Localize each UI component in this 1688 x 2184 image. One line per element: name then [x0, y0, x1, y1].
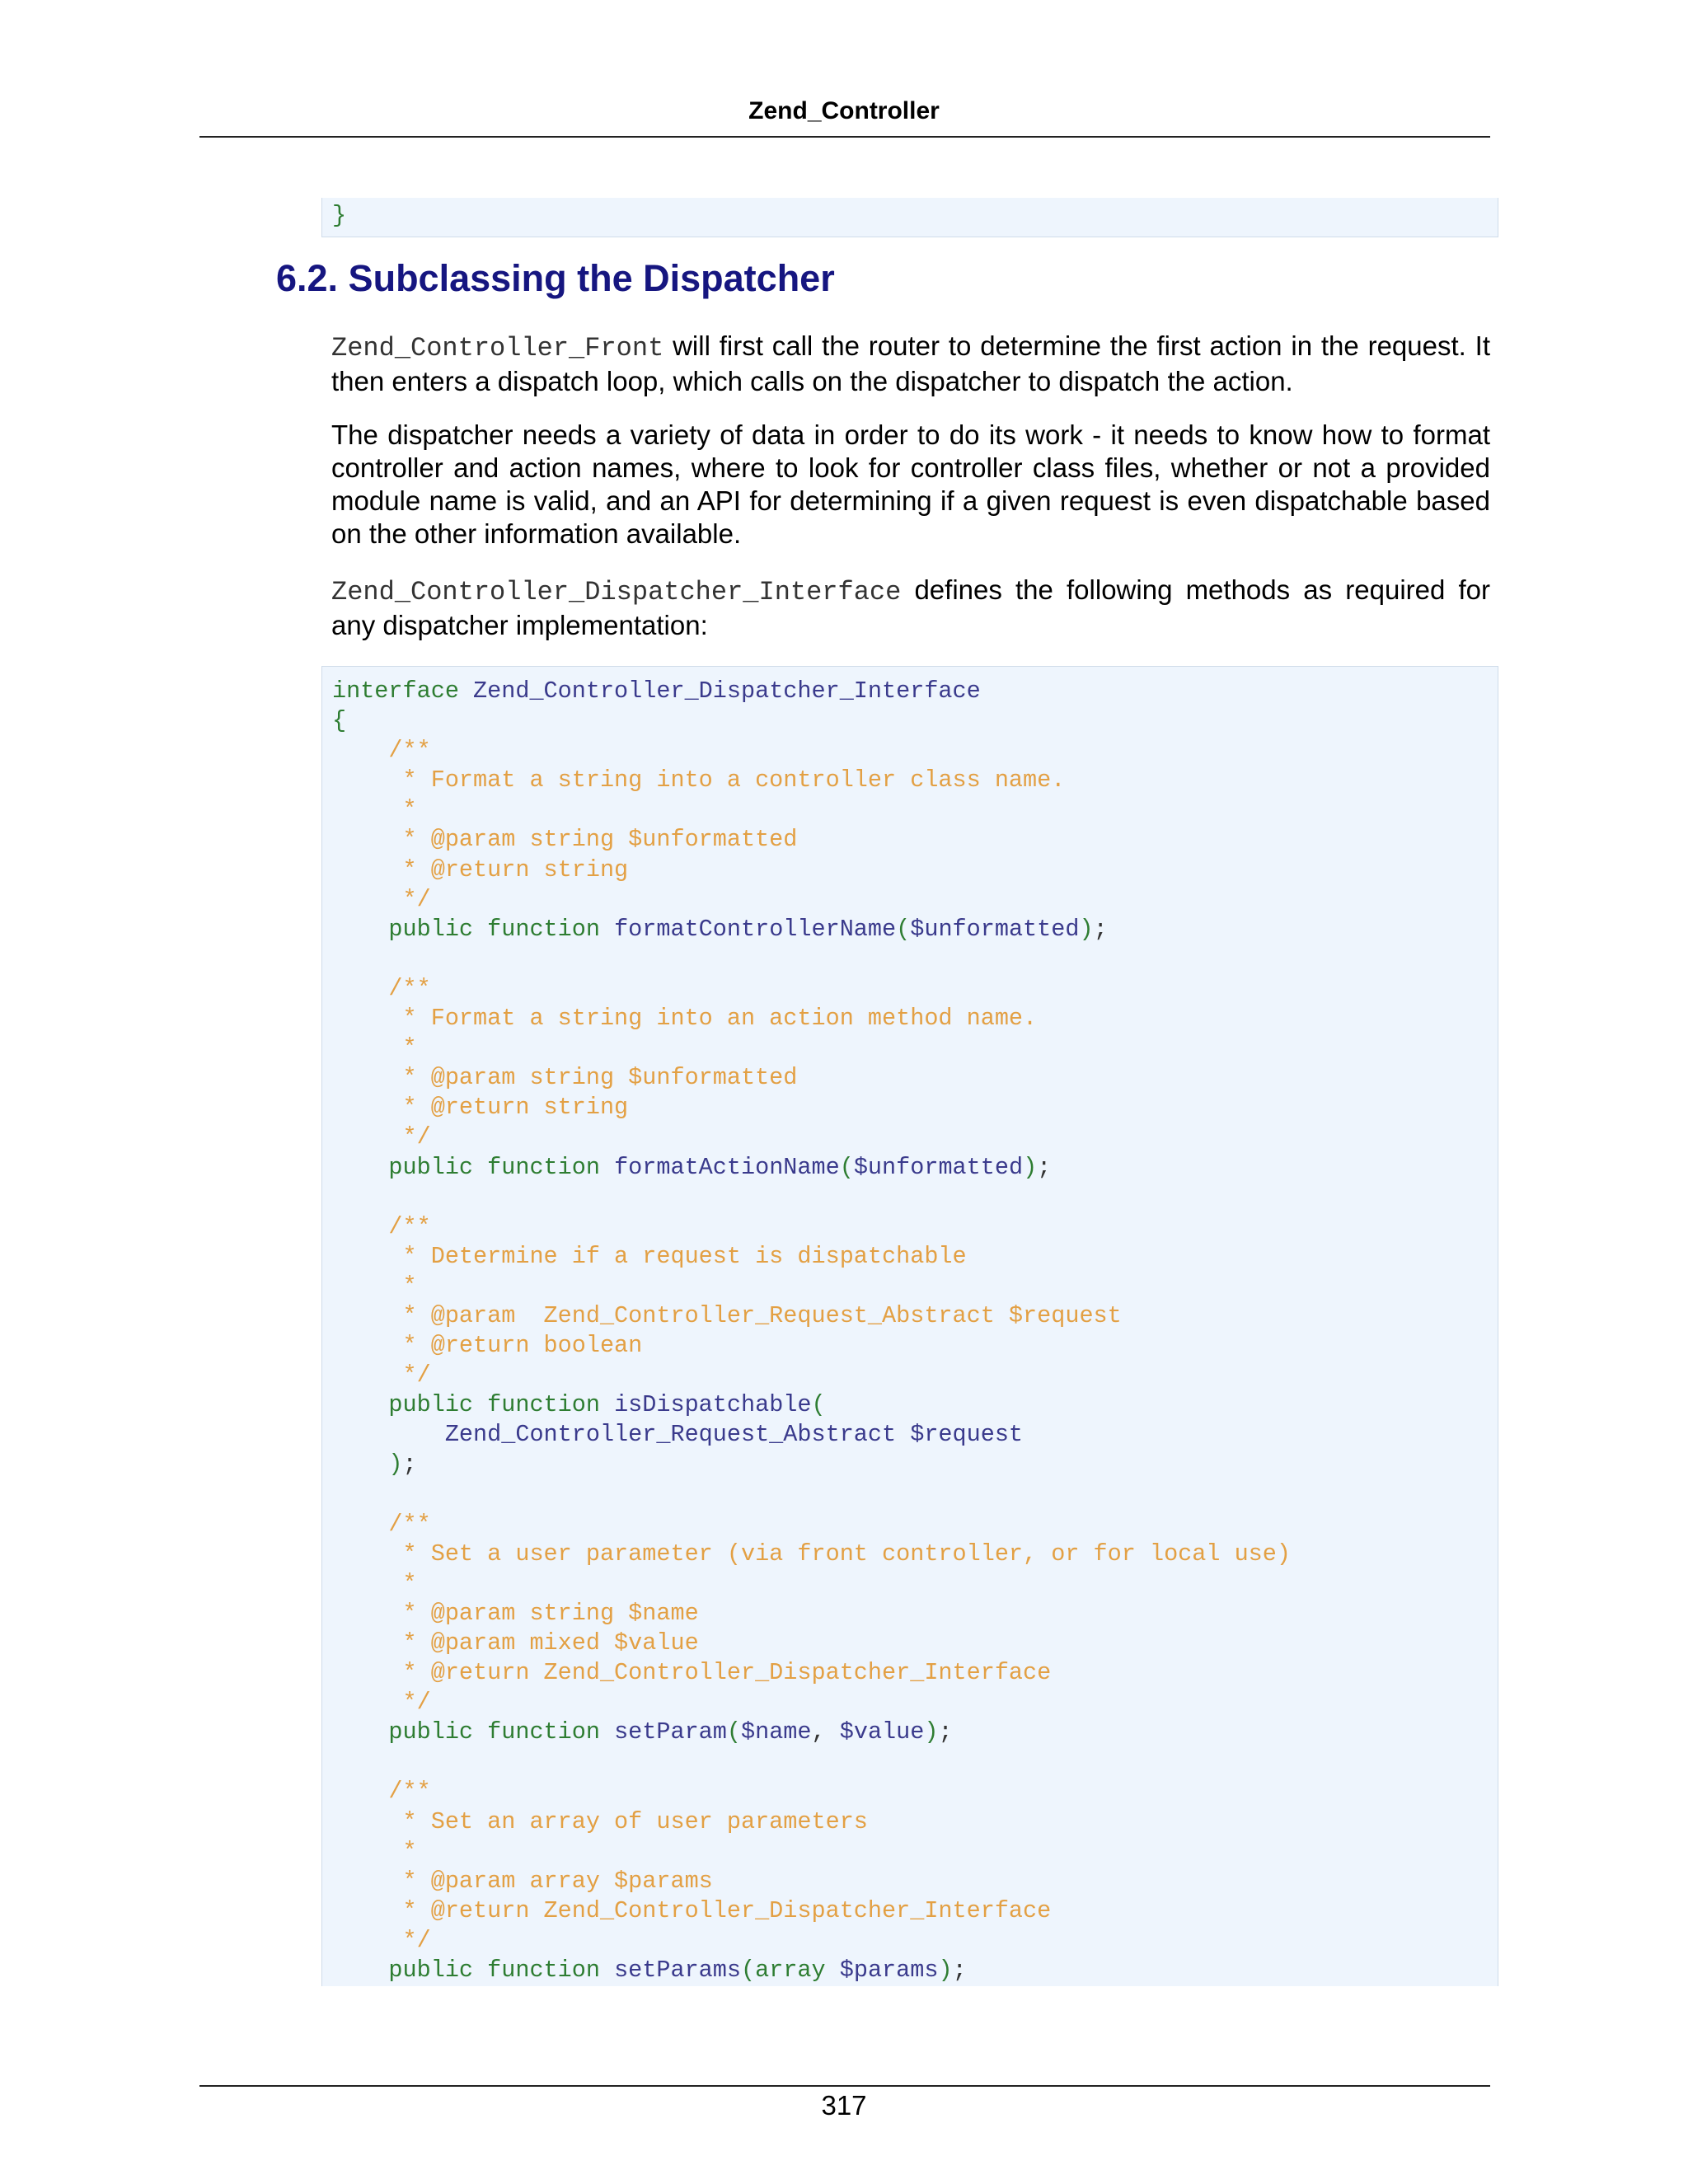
running-header: Zend_Controller	[748, 97, 940, 124]
code-line	[332, 1242, 1498, 1272]
code-token: * @param string $unformatted	[332, 1064, 798, 1092]
code-line	[332, 1063, 1498, 1093]
code-line	[332, 944, 1498, 974]
code-line	[332, 1599, 1498, 1629]
code-token: * @param mixed $value	[332, 1629, 699, 1657]
code-token: */	[332, 885, 431, 913]
code-line	[332, 1867, 1498, 1896]
code-line	[332, 1033, 1498, 1063]
code-token: *	[332, 796, 417, 824]
code-line	[332, 1004, 1498, 1033]
code-token: */	[332, 1689, 431, 1717]
code-token: * @return string	[332, 1094, 629, 1122]
code-line	[332, 1122, 1498, 1152]
code-line	[332, 1183, 1498, 1212]
code-token: )	[332, 1451, 403, 1479]
code-token: * Set a user parameter (via front controller, or for local use)	[332, 1540, 1291, 1568]
code-line	[332, 1956, 1498, 1985]
code-line	[332, 825, 1498, 855]
code-line	[332, 1331, 1498, 1361]
code-token: * @param Zend_Controller_Request_Abstract $request	[332, 1301, 1122, 1329]
code-token: /**	[332, 1510, 431, 1538]
code-token: *	[332, 1569, 417, 1597]
paragraph-dispatcher-needs	[331, 419, 1490, 551]
code-token: )	[1079, 915, 1094, 943]
code-token: formatControllerName	[614, 915, 897, 943]
code-token: (	[726, 1718, 741, 1746]
code-line	[332, 1747, 1498, 1777]
code-line	[332, 1658, 1498, 1688]
code-line	[332, 1688, 1498, 1718]
code-token: formatActionName	[614, 1153, 840, 1181]
code-token: *	[332, 1837, 417, 1865]
code-line	[332, 1093, 1498, 1122]
code-line	[332, 915, 1498, 944]
code-line	[332, 1450, 1498, 1479]
code-token: $value	[839, 1718, 925, 1746]
code-fragment-previous	[321, 198, 1498, 237]
code-token: * @return Zend_Controller_Dispatcher_Interface	[332, 1659, 1052, 1687]
paragraph-front-controller	[331, 330, 1490, 398]
code-token: Zend_Controller_Request_Abstract $request	[332, 1421, 1024, 1449]
code-token: public function	[332, 915, 615, 943]
code-token: (	[811, 1391, 826, 1419]
code-token: * Format a string into an action method name.	[332, 1005, 1038, 1033]
closing-brace: }	[332, 202, 347, 229]
code-token: (	[839, 1153, 854, 1181]
code-token: ;	[952, 1957, 967, 1985]
code-token: (	[741, 1957, 756, 1985]
code-token: public function	[332, 1957, 615, 1985]
code-token: /**	[332, 737, 431, 765]
code-token: * Set an array of user parameters	[332, 1807, 868, 1835]
code-token: public function	[332, 1718, 615, 1746]
code-token: ,	[811, 1718, 840, 1746]
paragraph-text: defines the following methods as required for any dispatcher implementation:	[331, 574, 1490, 640]
code-line	[332, 1540, 1498, 1569]
code-token: * Determine if a request is dispatchable	[332, 1242, 967, 1270]
code-token: *	[332, 1272, 417, 1300]
paragraph-interface-intro	[331, 574, 1490, 642]
code-line	[332, 1926, 1498, 1956]
paragraph-text: The dispatcher needs a variety of data in order to do its work - it needs to know how to format controller and action names, where to look for controller class files, whether or not a provided module name is valid, and an API for determining if a given request is even dispatchable based on the other information available.	[331, 419, 1490, 549]
code-line	[332, 974, 1498, 1004]
code-line	[332, 766, 1498, 795]
code-token: setParams	[614, 1957, 741, 1985]
code-token: array	[755, 1957, 840, 1985]
code-line	[332, 1301, 1498, 1331]
code-line	[332, 1390, 1498, 1420]
code-token: ;	[1093, 915, 1108, 943]
code-token: * @param string $name	[332, 1599, 699, 1627]
code-token: public function	[332, 1391, 615, 1419]
code-token: {	[332, 707, 347, 735]
code-token: setParam	[614, 1718, 727, 1746]
page-number: 317	[821, 2090, 867, 2121]
inline-code: Zend_Controller_Front	[331, 333, 664, 363]
code-token: (	[896, 915, 911, 943]
code-line	[332, 1361, 1498, 1390]
code-token: */	[332, 1361, 431, 1390]
code-line	[332, 677, 1498, 706]
code-token: * @return string	[332, 855, 629, 883]
code-token: )	[924, 1718, 939, 1746]
code-line	[332, 1837, 1498, 1867]
code-line	[332, 1896, 1498, 1926]
code-line	[332, 1480, 1498, 1510]
section-title: 6.2. Subclassing the Dispatcher	[276, 257, 835, 299]
code-token: )	[1023, 1153, 1038, 1181]
code-token: Zend_Controller_Dispatcher_Interface	[473, 677, 981, 705]
code-token: ;	[1037, 1153, 1052, 1181]
code-token: $name	[741, 1718, 812, 1746]
code-listing	[321, 666, 1498, 1986]
code-token: * @return boolean	[332, 1332, 643, 1360]
code-line	[332, 1212, 1498, 1242]
code-token: $params	[839, 1957, 939, 1985]
code-token: isDispatchable	[614, 1391, 812, 1419]
code-line	[332, 736, 1498, 766]
code-token: /**	[332, 1778, 431, 1806]
code-token: interface	[332, 677, 474, 705]
code-line	[332, 1272, 1498, 1301]
code-line	[332, 1807, 1498, 1837]
code-line	[332, 1629, 1498, 1658]
code-line	[332, 1718, 1498, 1747]
code-line	[332, 1777, 1498, 1807]
code-line	[332, 1569, 1498, 1599]
code-line	[332, 1510, 1498, 1540]
code-token: *	[332, 1034, 417, 1062]
code-token: ;	[938, 1718, 953, 1746]
paragraph-text: will first call the router to determine the first action in the request. It then enters a dispatch loop, which calls on the dispatcher to dispatch the action.	[331, 330, 1490, 396]
footer-rule	[199, 2085, 1490, 2087]
code-token: * Format a string into a controller class name.	[332, 766, 1066, 794]
code-token: public function	[332, 1153, 615, 1181]
code-token: */	[332, 1123, 431, 1151]
code-token: ;	[402, 1451, 417, 1479]
header-rule	[199, 136, 1490, 138]
code-line	[332, 885, 1498, 915]
code-token: )	[938, 1957, 953, 1985]
code-line	[332, 1153, 1498, 1183]
code-line	[332, 706, 1498, 736]
inline-code: Zend_Controller_Dispatcher_Interface	[331, 577, 902, 607]
code-token: */	[332, 1926, 431, 1954]
code-token: $unformatted	[853, 1153, 1024, 1181]
code-line	[332, 855, 1498, 885]
code-line	[332, 1420, 1498, 1450]
code-token: * @return Zend_Controller_Dispatcher_Interface	[332, 1896, 1052, 1924]
code-token: /**	[332, 974, 431, 1002]
code-line	[332, 795, 1498, 825]
code-token: /**	[332, 1212, 431, 1240]
code-token: * @param string $unformatted	[332, 826, 798, 854]
code-token: * @param array $params	[332, 1867, 713, 1895]
code-token: $unformatted	[910, 915, 1080, 943]
